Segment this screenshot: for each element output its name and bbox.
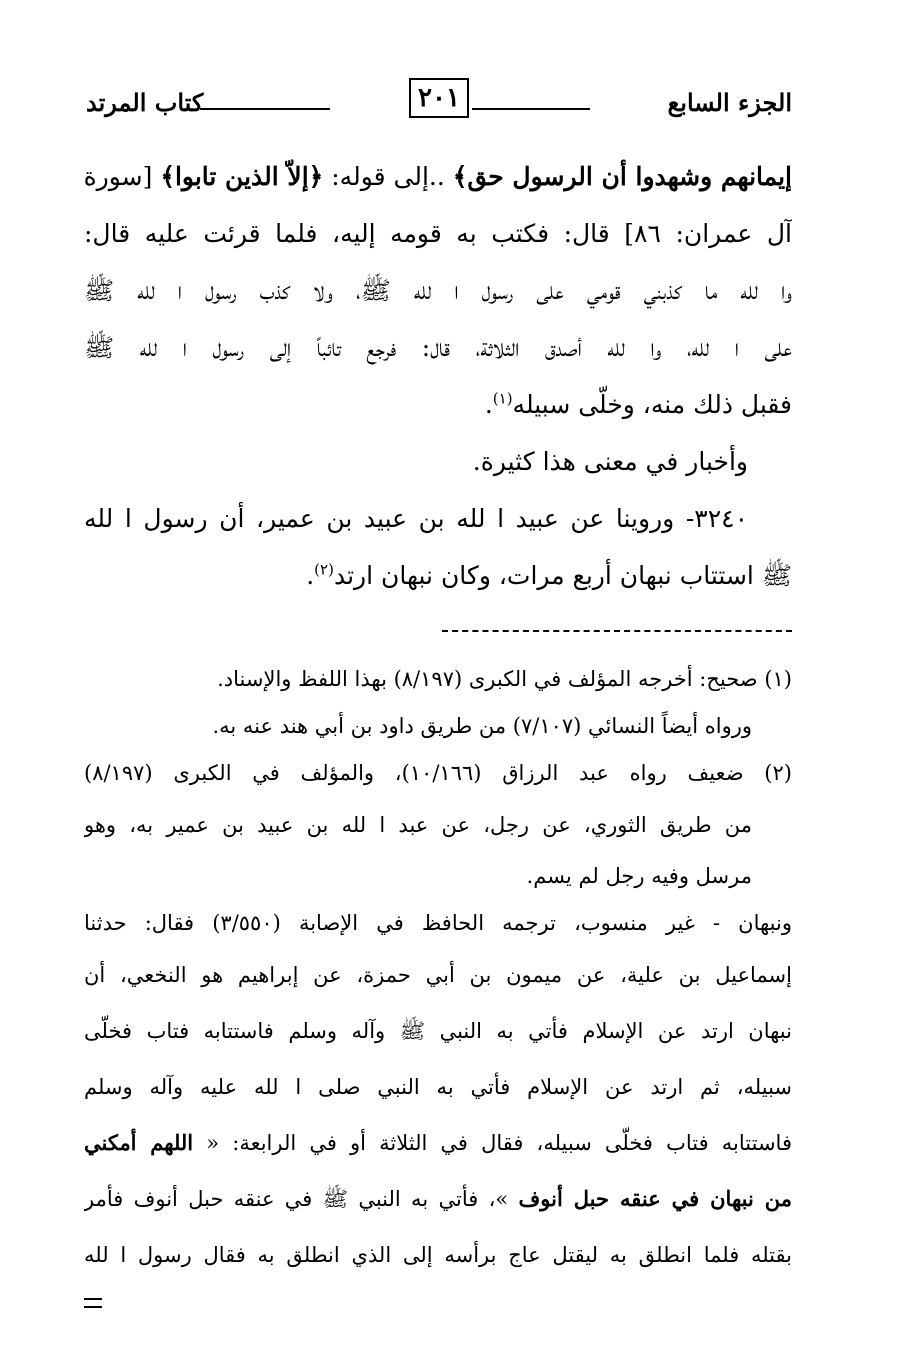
footnote-line-3: (٢) ضعيف رواه عبد الرزاق (١٠/١٦٦)، والمؤلف في الكبرى (٨/١٩٧) xyxy=(84,761,792,785)
text-line-5 xyxy=(84,376,792,433)
quoted-prayer-end: من نبهان في عنقه حبل أنوف xyxy=(518,1186,792,1211)
text-fragment: فقبل ذلك منه، وخلّى سبيله xyxy=(512,390,792,419)
footnote-line-2: ورواه أيضاً النسائي (٧/١٠٧) من طريق داود بن أبي هند عنه به. xyxy=(212,714,752,738)
footnote-line-7: إسماعيل بن علية، عن ميمون بن أبي حمزة، عن إبراهيم هو النخعي، أن xyxy=(84,963,792,987)
text-line-2: آل عمران: ٨٦] قال: فكتب به قومه إليه، فلما قرئت عليه قال: xyxy=(84,219,792,248)
text-fragment: . xyxy=(306,561,315,590)
footnote-line-6: ونبهان - غير منسوب، ترجمه الحافظ في الإصابة (٣/٥٥٠) فقال: حدثنا xyxy=(84,911,792,935)
text-line-3: وا لله ما كذبني قومي على رسول ا لله ﷺ، ولا كذب رسول ا لله ﷺ xyxy=(84,276,792,305)
text-fragment: فاستتابه فتاب فخلّى سبيله، فقال في الثلاثة أو في الرابعة: « xyxy=(206,1131,792,1155)
quran-quote: ﴿إلاّ الذين تابوا﴾ xyxy=(160,162,324,191)
footnotes xyxy=(84,656,792,1283)
page-number: ٢٠١ xyxy=(409,78,469,118)
footnote-ref-1: (١) xyxy=(492,389,513,408)
text-line-8 xyxy=(84,547,792,604)
text-fragment: »، فأتي به النبي ﷺ في عنقه حبل أنوف فأمر xyxy=(84,1187,509,1211)
footnote-ref-2: (٢) xyxy=(314,560,334,579)
quoted-prayer: اللهم أمكني xyxy=(84,1130,194,1155)
text-fragment: ..إلى قوله: xyxy=(331,162,445,191)
main-text xyxy=(84,148,792,604)
text-fragment: . xyxy=(484,390,493,419)
header-rule-left xyxy=(200,108,330,110)
header-book-title: الجزء السابع xyxy=(667,88,792,117)
footnote-line-4: من طريق الثوري، عن رجل، عن عبد ا لله بن عبيد بن عمير به، وهو xyxy=(84,813,752,837)
footnote-line-8: نبهان ارتد عن الإسلام فأتي به النبي ﷺ وآله وسلم فاستتابه فتاب فخلّى xyxy=(84,1019,792,1043)
text-line-4: على ا لله، وا لله أصدق الثلاثة، قال: فرجع تائباً إلى رسول ا لله ﷺ xyxy=(84,333,792,362)
text-line-1 xyxy=(84,148,792,205)
surah-reference: [سورة xyxy=(84,162,153,191)
footnote-line-12: بقتله فلما انطلق به ليقتل عاج برأسه إلى الذي انطلق به فقال رسول ا لله xyxy=(84,1243,792,1267)
footnote-line-11 xyxy=(84,1171,792,1227)
page-header xyxy=(86,78,792,126)
footnote-line-5: مرسل وفيه رجل لم يسم. xyxy=(526,864,752,888)
footnote-line-1: (١) صحيح: أخرجه المؤلف في الكبرى (٨/١٩٧) بهذا اللفظ والإسناد. xyxy=(217,667,792,691)
header-chapter-title: كتاب المرتد xyxy=(86,88,204,117)
footnote-line-9: سبيله، ثم ارتد عن الإسلام فأتي به النبي صلى ا لله عليه وآله وسلم xyxy=(84,1075,792,1099)
continuation-mark xyxy=(84,1298,102,1308)
text-line-7: ٣٢٤٠- وروينا عن عبيد ا لله بن عبيد بن عمير، أن رسول ا لله xyxy=(84,504,748,533)
quran-quote-end: إيمانهم وشهدوا أن الرسول حق﴾ xyxy=(452,162,792,191)
text-fragment: ﷺ استتاب نبهان أربع مرات، وكان نبهان ارتد xyxy=(333,561,792,590)
footnote-divider xyxy=(442,630,792,632)
text-line-6: وأخبار في معنى هذا كثيرة. xyxy=(472,447,748,476)
header-rule-right xyxy=(472,108,590,110)
footnote-line-10 xyxy=(84,1115,792,1171)
